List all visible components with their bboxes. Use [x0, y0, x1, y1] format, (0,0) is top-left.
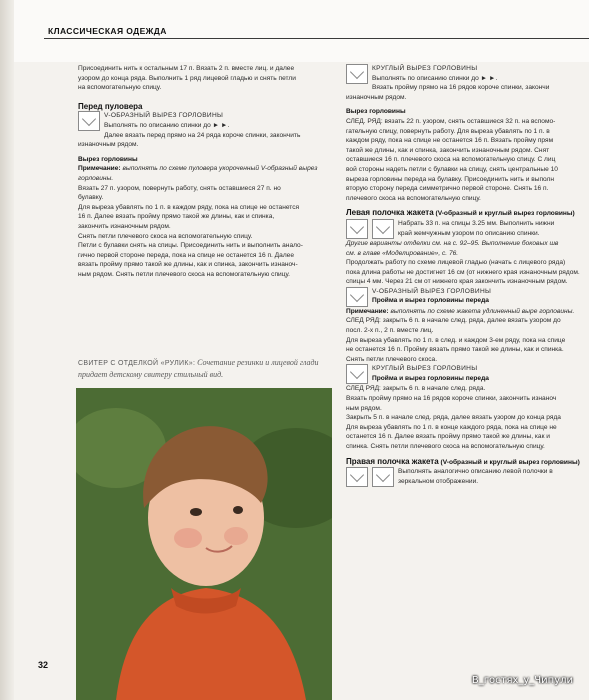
r-label: КРУГЛЫЙ ВЫРЕЗ ГОРЛОВИНЫ: [372, 365, 478, 373]
text-line: останется 16 п. Далее вязать пройму прямо такой же длины, как и: [346, 433, 550, 441]
round-jacket-schema-icon: [346, 364, 368, 384]
text-line: Для выреза убавлять по 1 п. в каждом ряду, пока на спице не останется: [78, 203, 300, 211]
v-jacket-schema-icon: [346, 287, 368, 307]
child-photo: [76, 388, 332, 700]
text-line: Петли с булавки снять на спицы. Присоединить нить и выполнить анало-: [78, 242, 303, 250]
text-line: не останется 16 п. Пройму вязать прямо такой же длины, как и спинка.: [346, 346, 564, 354]
note-text: выполнять по схеме пуловера укороченный V-образный вырез горловины.: [78, 165, 318, 182]
caption-label: СВИТЕР С ОТДЕЛКОЙ «РУЛИК»:: [78, 360, 196, 367]
note-label: Примечание:: [346, 307, 389, 315]
text-line: Снять петли плечевого скоса на вспомогательную спицу.: [78, 232, 253, 240]
text-line: СЛЕД. РЯД: вязать 22 п. узором, снять оставшиеся 32 п. на вспомо-: [346, 117, 556, 125]
v-neck-label: V-ОБРАЗНЫЙ ВЫРЕЗ ГОРЛОВИНЫ: [104, 112, 224, 120]
right-front-heading: Правая полочка жакета: [346, 456, 439, 466]
left-front-schema-icon-2: [372, 219, 394, 239]
round-neck-schema-icon: [346, 64, 368, 84]
left-column: [78, 64, 340, 279]
text-line: оставшиеся 16 п. плечевого скоса на вспомогательную спицу. С лиц: [346, 156, 556, 164]
text-line: вязать пройму прямо такой же длины, как и спинка, закончить изнаноч-: [78, 261, 298, 269]
right-column: [346, 64, 586, 487]
text-line: такой же длины, как и спинка, закончить изнаночным рядом. Снят: [346, 146, 550, 154]
text-line: Продолжать работу по схеме лицевой гладью (начать с лицевого ряда): [346, 259, 566, 267]
intro-line: узором до конца ряда. Выполнить 1 ряд лицевой гладью и снять петли: [78, 74, 296, 82]
neckline-heading: Вырез горловины: [78, 155, 138, 163]
text-line: Для выреза убавлять по 1 п. в конце каждого ряда, пока на спице не: [346, 423, 557, 431]
text-line: см. в главе «Моделирование», с. 76.: [346, 249, 459, 257]
text-line: посл. 2-х п., 2 п. вместе лиц.: [346, 327, 434, 335]
text-line: Закрыть 5 п. в начале след. ряда, далее вязать узором до конца ряда: [346, 414, 561, 422]
right-front-schema-icon: [346, 467, 368, 487]
text-line: изнаночным рядом.: [78, 141, 139, 149]
intro-line: Присоединить нить к остальным 17 п. Вязать 2 п. вместе лиц. и далее: [78, 65, 295, 72]
page-header: [0, 0, 589, 62]
text-line: Вязать пройму прямо на 16 рядов короче спинки, закончи: [372, 84, 550, 92]
text-line: вторую сторону переда симметрично первой стороне. Снять 16 п.: [346, 185, 549, 193]
right-front-sub: (V-образный и круглый вырез горловины): [440, 458, 580, 466]
child-photo-illustration: [76, 388, 332, 700]
text-line: гательную спицу, повернуть работу. Для выреза убавлять по 1 п. в: [346, 127, 550, 135]
left-front-sub: (V-образный и круглый вырез горловины): [435, 210, 575, 218]
text-line: пока длина работы не достигнет 16 см (от нижнего края изнаночным рядом.: [346, 268, 580, 276]
text-line: ным рядом. Снять петли плечевого скоса на вспомогательную спицу.: [78, 270, 290, 278]
text-line: СЛЕД РЯД: закрыть 6 п. в начале след. ряда, далее вязать узором до: [346, 317, 561, 325]
note-label: Примечание:: [78, 165, 121, 173]
right-front-schema-icon-2: [372, 467, 394, 487]
intro-line: на вспомогательную спицу.: [78, 84, 162, 92]
text-line: Выполнять по описанию спинки до ► ►.: [372, 74, 498, 82]
text-line: зеркальном отображении.: [398, 477, 479, 485]
watermark: В_гостях_у_Чипули: [471, 675, 573, 686]
text-line: спицы 4 мм. Через 21 см от нижнего края закончить изнаночным рядом.: [346, 278, 568, 286]
text-line: Для выреза убавлять по 1 п. в след. и каждом 3-ем ряду, пока на спице: [346, 336, 566, 344]
text-line: СЛЕД РЯД: закрыть 6 п. в начале след. ряда.: [346, 385, 486, 393]
page-number: 32: [38, 660, 49, 670]
photo-caption: [78, 357, 328, 381]
front-heading: Перед пуловера: [78, 101, 143, 111]
left-front-heading: Левая полочка жакета: [346, 208, 434, 218]
text-line: Далее вязать перед прямо на 24 ряда короче спинки, закончить: [104, 131, 301, 139]
text-line: плечевого скоса на вспомогательную спицу.: [346, 194, 481, 202]
v-label: V-ОБРАЗНЫЙ ВЫРЕЗ ГОРЛОВИНЫ: [372, 287, 492, 295]
text-line: вой стороны надеть петли с булавки на спицу, снять центральные 10: [346, 165, 558, 173]
text-line: 16 п. Далее вязать пройму прямо такой же длины, как и спинка,: [78, 213, 275, 221]
r-sub: Пройма и вырез горловины переда: [372, 375, 489, 383]
text-line: закончить изнаночным рядом.: [78, 222, 171, 230]
text-line: Вязать пройму прямо на 16 рядов короче спинки, закончить изнаноч: [346, 395, 557, 403]
text-line: булавку.: [78, 194, 104, 202]
text-line: Снять петли плечевого скоса.: [346, 355, 438, 363]
caption-text: Сочетание резинки и лицевой глади придает детскому свитеру стильный вид.: [78, 358, 319, 379]
text-line: Выполнять аналогично описанию левой полочки в: [398, 468, 553, 476]
v-sub: Пройма и вырез горловины переда: [372, 297, 489, 305]
round-neck-label: КРУГЛЫЙ ВЫРЕЗ ГОРЛОВИНЫ: [372, 65, 478, 72]
text-line: Набрать 33 п. на спицы 3.25 мм. Выполнить нижни: [398, 219, 555, 227]
book-gutter: [0, 0, 14, 700]
text-line: спинка. Снять петли плечевого скоса на вспомогательную спицу.: [346, 443, 545, 450]
section-title: КЛАССИЧЕСКАЯ ОДЕЖДА: [48, 26, 167, 36]
text-line: Выполнять по описанию спинки до ► ►.: [104, 121, 230, 129]
text-line: выреза горловины переда на булавку. Присоединить нить и выполн: [346, 175, 555, 183]
text-line: край жемчужным узором по описанию спинки.: [398, 229, 540, 237]
header-rule: [44, 38, 589, 39]
note-text: выполнять по схеме жакета удлиненный выре горловины.: [390, 307, 575, 315]
v-neck-schema-icon: [78, 111, 100, 131]
text-line: ным рядом.: [346, 404, 382, 412]
text-line: Другие варианты отделки см. на с. 92–95. Выполнение боковых шв: [346, 239, 559, 247]
neckline-heading: Вырез горловины: [346, 108, 406, 116]
text-line: каждом ряду, пока на спице не останется 16 п. Вязать пройму прям: [346, 137, 554, 145]
text-line: Вязать 27 п. узором, повернуть работу, снять оставшиеся 27 п. но: [78, 184, 281, 192]
left-front-schema-icon: [346, 219, 368, 239]
text-line: гично первой стороне переда, пока на спице не останется 16 п. Далее: [78, 251, 294, 259]
text-line: изнаночным рядом.: [346, 93, 407, 101]
